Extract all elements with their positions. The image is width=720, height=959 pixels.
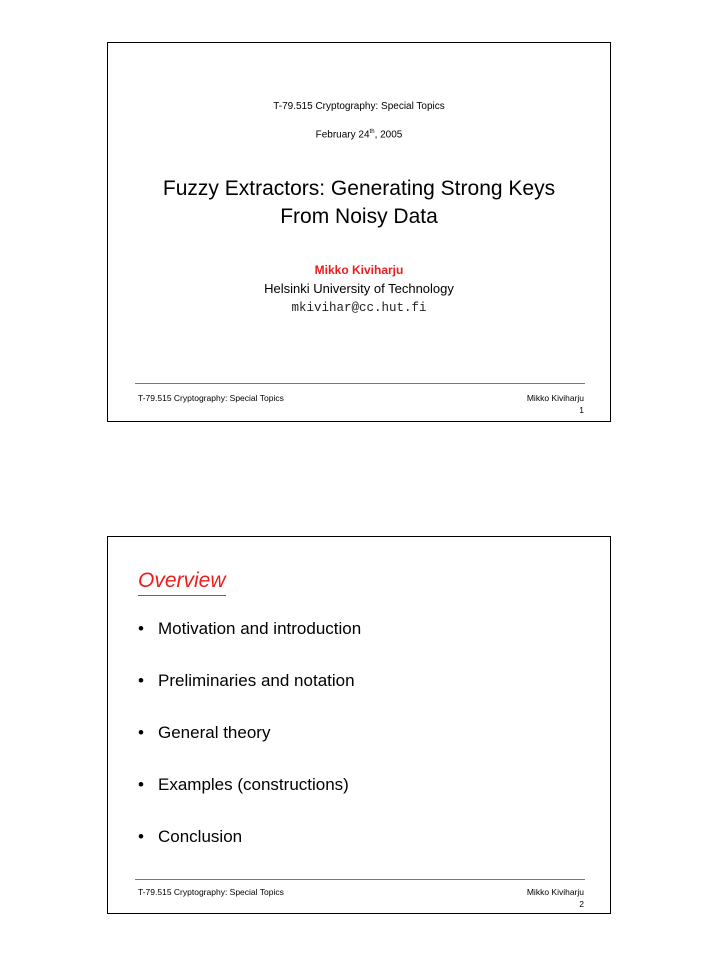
bullet-text: Examples (constructions) <box>158 775 349 794</box>
bullet-icon: • <box>138 775 144 794</box>
author-email: mkivihar@cc.hut.fi <box>291 301 427 315</box>
footer-divider <box>135 383 585 384</box>
bullet-icon: • <box>138 671 144 690</box>
bullet-icon: • <box>138 723 144 742</box>
title-line-1: Fuzzy Extractors: Generating Strong Keys <box>162 177 556 200</box>
date-ordinal: th <box>369 129 375 135</box>
slide-1 <box>107 42 611 422</box>
bullet-text: General theory <box>158 723 271 742</box>
slide-heading: Overview <box>138 569 226 596</box>
footer-course: T-79.515 Cryptography: Special Topics <box>138 393 284 403</box>
bullet-list <box>138 619 361 879</box>
list-item <box>138 827 361 879</box>
list-item <box>138 619 361 671</box>
list-item <box>138 775 361 827</box>
footer-course: T-79.515 Cryptography: Special Topics <box>138 887 284 897</box>
footer-author: Mikko Kiviharju <box>526 393 584 403</box>
author-name: Mikko Kiviharju <box>314 263 404 277</box>
slide-title <box>108 175 610 231</box>
slide-2 <box>107 536 611 914</box>
bullet-icon: • <box>138 827 144 846</box>
date-year: , 2005 <box>374 129 403 141</box>
bullet-text: Preliminaries and notation <box>158 671 355 690</box>
page-number: 2 <box>579 899 584 909</box>
footer-author: Mikko Kiviharju <box>526 887 584 897</box>
bullet-icon: • <box>138 619 144 638</box>
footer-divider <box>135 879 585 880</box>
date-day: February 24 <box>315 129 370 141</box>
page-number: 1 <box>579 405 584 415</box>
list-item <box>138 723 361 775</box>
bullet-text: Motivation and introduction <box>158 619 362 638</box>
presentation-date <box>108 129 610 140</box>
list-item <box>138 671 361 723</box>
bullet-text: Conclusion <box>158 827 243 846</box>
course-title: T-79.515 Cryptography: Special Topics <box>273 101 445 112</box>
university: Helsinki University of Technology <box>264 281 454 296</box>
title-line-2: From Noisy Data <box>280 205 438 228</box>
